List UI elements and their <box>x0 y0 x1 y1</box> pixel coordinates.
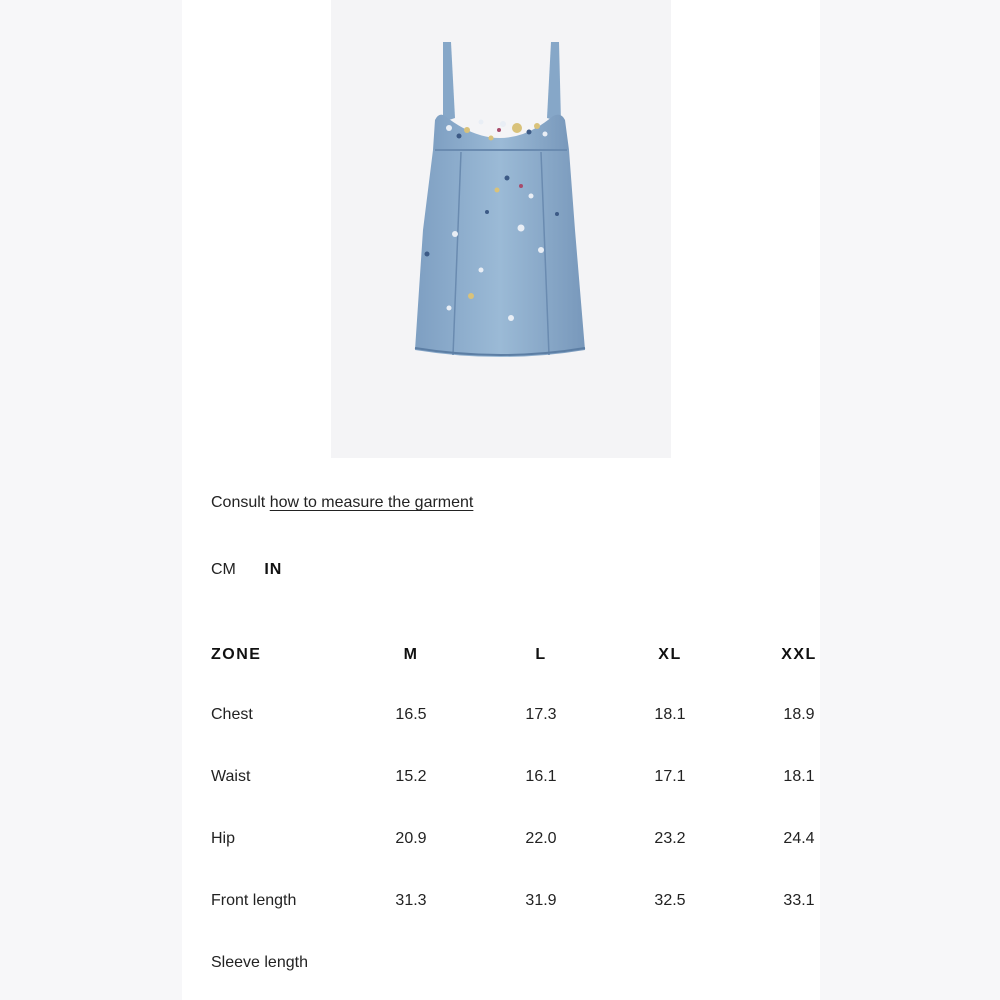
table-row <box>211 746 820 808</box>
size-table <box>211 622 820 994</box>
value-m: 31.3 <box>395 892 427 909</box>
measure-guide-text <box>211 494 473 512</box>
header-zone: ZONE <box>211 646 262 663</box>
table-row <box>211 684 820 746</box>
header-size-xl: XL <box>658 646 682 663</box>
zone-label: Sleeve length <box>211 954 308 971</box>
value-xxl: 24.4 <box>783 830 815 847</box>
value-m: 15.2 <box>395 768 427 785</box>
table-row <box>211 870 820 932</box>
table-header-row <box>211 622 820 684</box>
header-size-xxl: XXL <box>781 646 817 663</box>
unit-cm-tab[interactable]: CM <box>211 561 236 578</box>
unit-in-tab[interactable]: IN <box>264 561 283 578</box>
value-xl: 32.5 <box>654 892 686 909</box>
value-m: 16.5 <box>395 706 427 723</box>
zone-label: Front length <box>211 892 297 909</box>
value-xl: 18.1 <box>654 706 686 723</box>
how-to-measure-link[interactable]: how to measure the garment <box>269 494 474 511</box>
product-image <box>331 0 671 458</box>
value-l: 22.0 <box>525 830 557 847</box>
value-xl: 17.1 <box>654 768 686 785</box>
value-xxl: 33.1 <box>783 892 815 909</box>
denim-dress-illustration <box>331 0 671 458</box>
value-l: 31.9 <box>525 892 557 909</box>
value-m: 20.9 <box>395 830 427 847</box>
header-size-m: M <box>403 646 419 663</box>
size-guide-panel <box>182 0 820 1000</box>
value-xxl: 18.9 <box>783 706 815 723</box>
zone-label: Chest <box>211 706 253 723</box>
header-size-l: L <box>535 646 547 663</box>
value-xxl: 18.1 <box>783 768 815 785</box>
zone-label: Waist <box>211 768 251 785</box>
value-l: 16.1 <box>525 768 557 785</box>
value-xl: 23.2 <box>654 830 686 847</box>
unit-toggle <box>211 561 282 579</box>
value-l: 17.3 <box>525 706 557 723</box>
consult-prefix: Consult <box>211 494 266 511</box>
table-row <box>211 808 820 870</box>
table-row <box>211 932 820 994</box>
zone-label: Hip <box>211 830 236 847</box>
